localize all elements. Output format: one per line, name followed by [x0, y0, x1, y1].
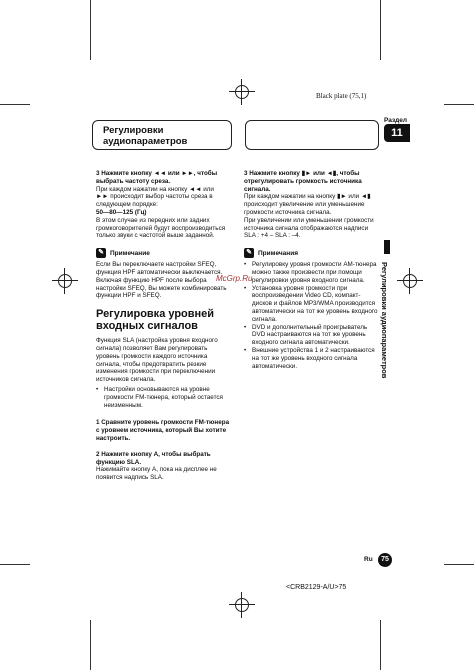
list-item: • Регулировку уровня громкости AM-тюнера можно также произвести при помощи регулировки уровня входного сигнала. — [244, 261, 380, 284]
note-icon: ✎ — [244, 248, 254, 258]
note-item: Установка уровня громкости при воспроизведении Video CD, компакт-дисков и файлов MP3/WMA производится автоматически на тот же уровень входного сигнала. — [252, 284, 378, 323]
intro-text: Функция SLA (настройка уровня входного сигнала) позволяет Вам регулировать уровень громкости каждого источника сигнала, чтобы предотвратить резкие изменения громкости при переключении источников сигнала. — [96, 337, 218, 384]
list-item: • Внешние устройства 1 и 2 настраиваются на тот же уровень входного сигнала автоматически. — [244, 347, 380, 370]
registration-mark-top — [233, 83, 251, 101]
crop-line — [380, 0, 381, 60]
step2-heading: 2 Нажмите кнопку A, чтобы выбрать функцию SLA. — [96, 450, 211, 466]
page-number: 75 — [378, 553, 392, 567]
step3-body: следующем порядке: — [96, 201, 158, 209]
step2-body: Нажимайте кнопку A, пока на дисплее не появится надпись SLA. — [96, 466, 217, 482]
left-column — [96, 170, 232, 482]
step3-heading: 3 Нажмите кнопку ▮► или ◄▮, чтобы отрегулировать громкость источника сигнала. — [244, 170, 362, 193]
watermark: McGrp.Ru — [216, 274, 253, 283]
note-icon: ✎ — [96, 248, 106, 258]
notes-label: Примечания — [258, 249, 299, 257]
step3-body: При каждом нажатии на кнопку ◄◄ или — [96, 185, 214, 193]
crop-line — [0, 564, 30, 565]
footer-code: <CRB2129-A/U>75 — [286, 584, 347, 591]
step3-body: ►► происходит выбор частоты среза в — [96, 193, 213, 201]
step3-values: 50—80—125 (Гц) — [96, 208, 147, 216]
section-heading: Регулировка уровней входных сигналов — [96, 308, 215, 333]
note-header — [96, 248, 232, 258]
notes-header — [244, 248, 380, 258]
note-label: Примечание — [110, 249, 150, 257]
crop-line — [90, 0, 91, 60]
crop-line — [90, 620, 91, 670]
list-item: • Установка уровня громкости при воспроизведении Video CD, компакт-дисков и файлов MP3/WMA производится автоматически на тот же уровень входного сигнала. — [244, 285, 380, 324]
section-label: Раздел — [384, 117, 408, 124]
list-item: • Настройки основываются на уровне громкости FM-тюнера, который остается неизменным. — [96, 386, 232, 409]
registration-mark-right — [401, 272, 419, 290]
note-item: Внешние устройства 1 и 2 настраиваются на тот же уровень входного сигнала автоматически. — [252, 346, 375, 370]
right-column — [244, 170, 380, 370]
step3-body: При увеличении или уменьшении громкости источника сигнала отображаются надписи SLA : +4 – SLA : –4. — [244, 216, 374, 240]
registration-mark-left — [56, 272, 74, 290]
crop-line — [444, 564, 474, 565]
plate-text: Black plate (75,1) — [316, 92, 367, 100]
registration-mark-bottom — [233, 596, 251, 614]
note-item: DVD и дополнительный проигрыватель DVD настраиваются на тот же уровень входного сигнала автоматически. — [252, 323, 368, 347]
step3-body: При каждом нажатии на кнопку ▮► или ◄▮ происходит увеличение или уменьшение громкости источника сигнала. — [244, 193, 371, 216]
title-box-empty — [245, 120, 379, 150]
list-item: • DVD и дополнительный проигрыватель DVD настраиваются на тот же уровень входного сигнала автоматически. — [244, 324, 380, 347]
crop-line — [444, 104, 474, 105]
crop-line — [0, 104, 30, 105]
section-number: 11 — [384, 124, 410, 142]
side-tab-text: Регулировки аудиопараметров — [380, 262, 389, 379]
side-strip — [384, 240, 390, 254]
note-item: Регулировку уровня громкости AM-тюнера можно также произвести при помощи регулировки уровня входного сигнала. — [252, 261, 377, 284]
step3-body: В этом случае из передних или задних громкоговорителей будут воспроизводиться только звуки с частотой выше заданной. — [96, 216, 226, 240]
title-line2: аудиопараметров — [103, 136, 188, 147]
step1-heading: 1 Сравните уровень громкости FM-тюнера с уровнем источника, который Вы хотите настроить. — [96, 419, 230, 442]
crop-line — [380, 620, 381, 670]
note-text: Если Вы переключаете настройки SFEQ, функция HPF автоматически выключается. Включая функцию HPF после выбора настройки SFEQ, Вы можете комбинировать функции HPF и SFEQ. — [96, 261, 227, 300]
title-box — [92, 120, 232, 150]
title-line1: Регулировки — [103, 125, 164, 136]
bullet-text: Настройки основываются на уровне громкости FM-тюнера, который остается неизменным. — [104, 385, 223, 409]
step3-heading: 3 Нажмите кнопку ◄◄ или ►►, чтобы выбрать частоту среза. — [96, 170, 218, 185]
language-label: Ru — [364, 556, 373, 563]
